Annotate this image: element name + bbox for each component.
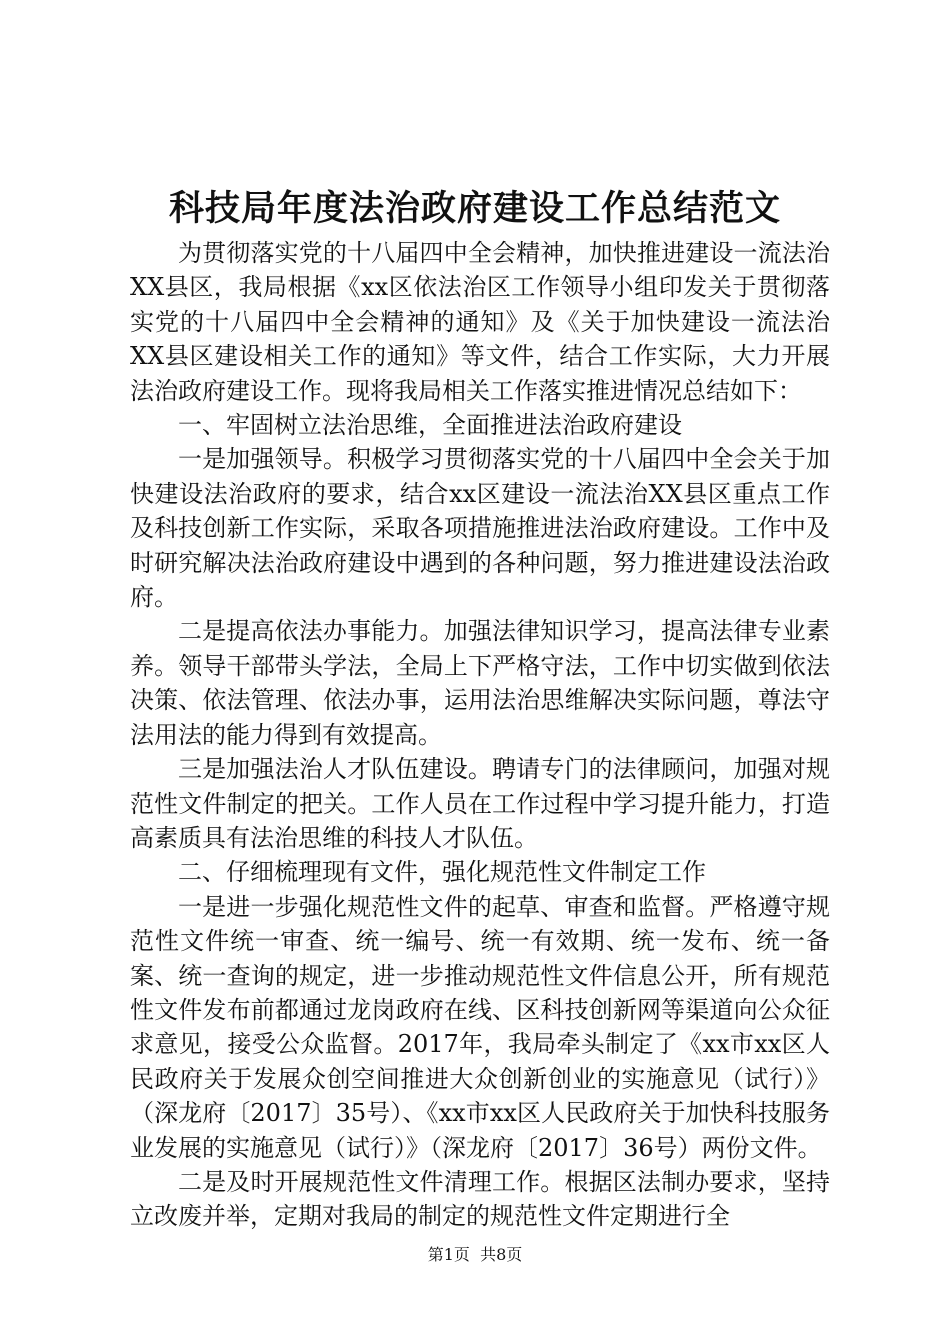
page-footer <box>0 1244 950 1266</box>
document-body <box>130 236 830 1234</box>
document-title: 科技局年度法治政府建设工作总结范文 <box>168 188 781 229</box>
page-total: 共8页 <box>480 1245 523 1264</box>
body-paragraph: 二是及时开展规范性文件清理工作。根据区法制办要求，坚持立改废并举，定期对我局的制定的规范性文件定期进行全 <box>130 1167 830 1231</box>
body-paragraph: 二是提高依法办事能力。加强法律知识学习，提高法律专业素养。领导干部带头学法，全局上下严格守法，工作中切实做到依法决策、依法管理、依法办事，运用法治思维解决实际问题，尊法守法用法的能力得到有效提高。 <box>130 617 830 749</box>
intro-paragraph: 为贯彻落实党的十八届四中全会精神，加快推进建设一流法治XX县区，我局根据《xx区依法治区工作领导小组印发关于贯彻落实党的十八届四中全会精神的通知》及《关于加快建设一流法治XX县区建设相关工作的通知》等文件，结合工作实际，大力开展法治政府建设工作。现将我局相关工作落实推进情况总结如下： <box>130 239 830 405</box>
footer-spacer <box>470 1245 480 1264</box>
section-heading-1: 一、牢固树立法治思维，全面推进法治政府建设 <box>178 411 682 440</box>
section-heading-2: 二、仔细梳理现有文件，强化规范性文件制定工作 <box>178 858 706 887</box>
body-paragraph: 三是加强法治人才队伍建设。聘请专门的法律顾问，加强对规范性文件制定的把关。工作人员在工作过程中学习提升能力，打造高素质具有法治思维的科技人才队伍。 <box>130 755 830 852</box>
body-paragraph: 一是加强领导。积极学习贯彻落实党的十八届四中全会关于加快建设法治政府的要求，结合xx区建设一流法治XX县区重点工作及科技创新工作实际，采取各项措施推进法治政府建设。工作中及时研究解决法治政府建设中遇到的各种问题，努力推进建设法治政府。 <box>130 445 830 612</box>
body-paragraph: 一是进一步强化规范性文件的起草、审查和监督。严格遵守规范性文件统一审查、统一编号、统一有效期、统一发布、统一备案、统一查询的规定，进一步推动规范性文件信息公开，所有规范性文件发布前都通过龙岗政府在线、区科技创新网等渠道向公众征求意见，接受公众监督。2017年，我局牵头制定了《xx市xx区人民政府关于发展众创空间推进大众创新创业的实施意见（试行）》（深龙府〔2017〕35号）、《xx市xx区人民政府关于加快科技服务业发展的实施意见（试行）》（深龙府〔2017〕36号）两份文件。 <box>130 892 830 1162</box>
page-number: 第1页 <box>427 1245 470 1264</box>
